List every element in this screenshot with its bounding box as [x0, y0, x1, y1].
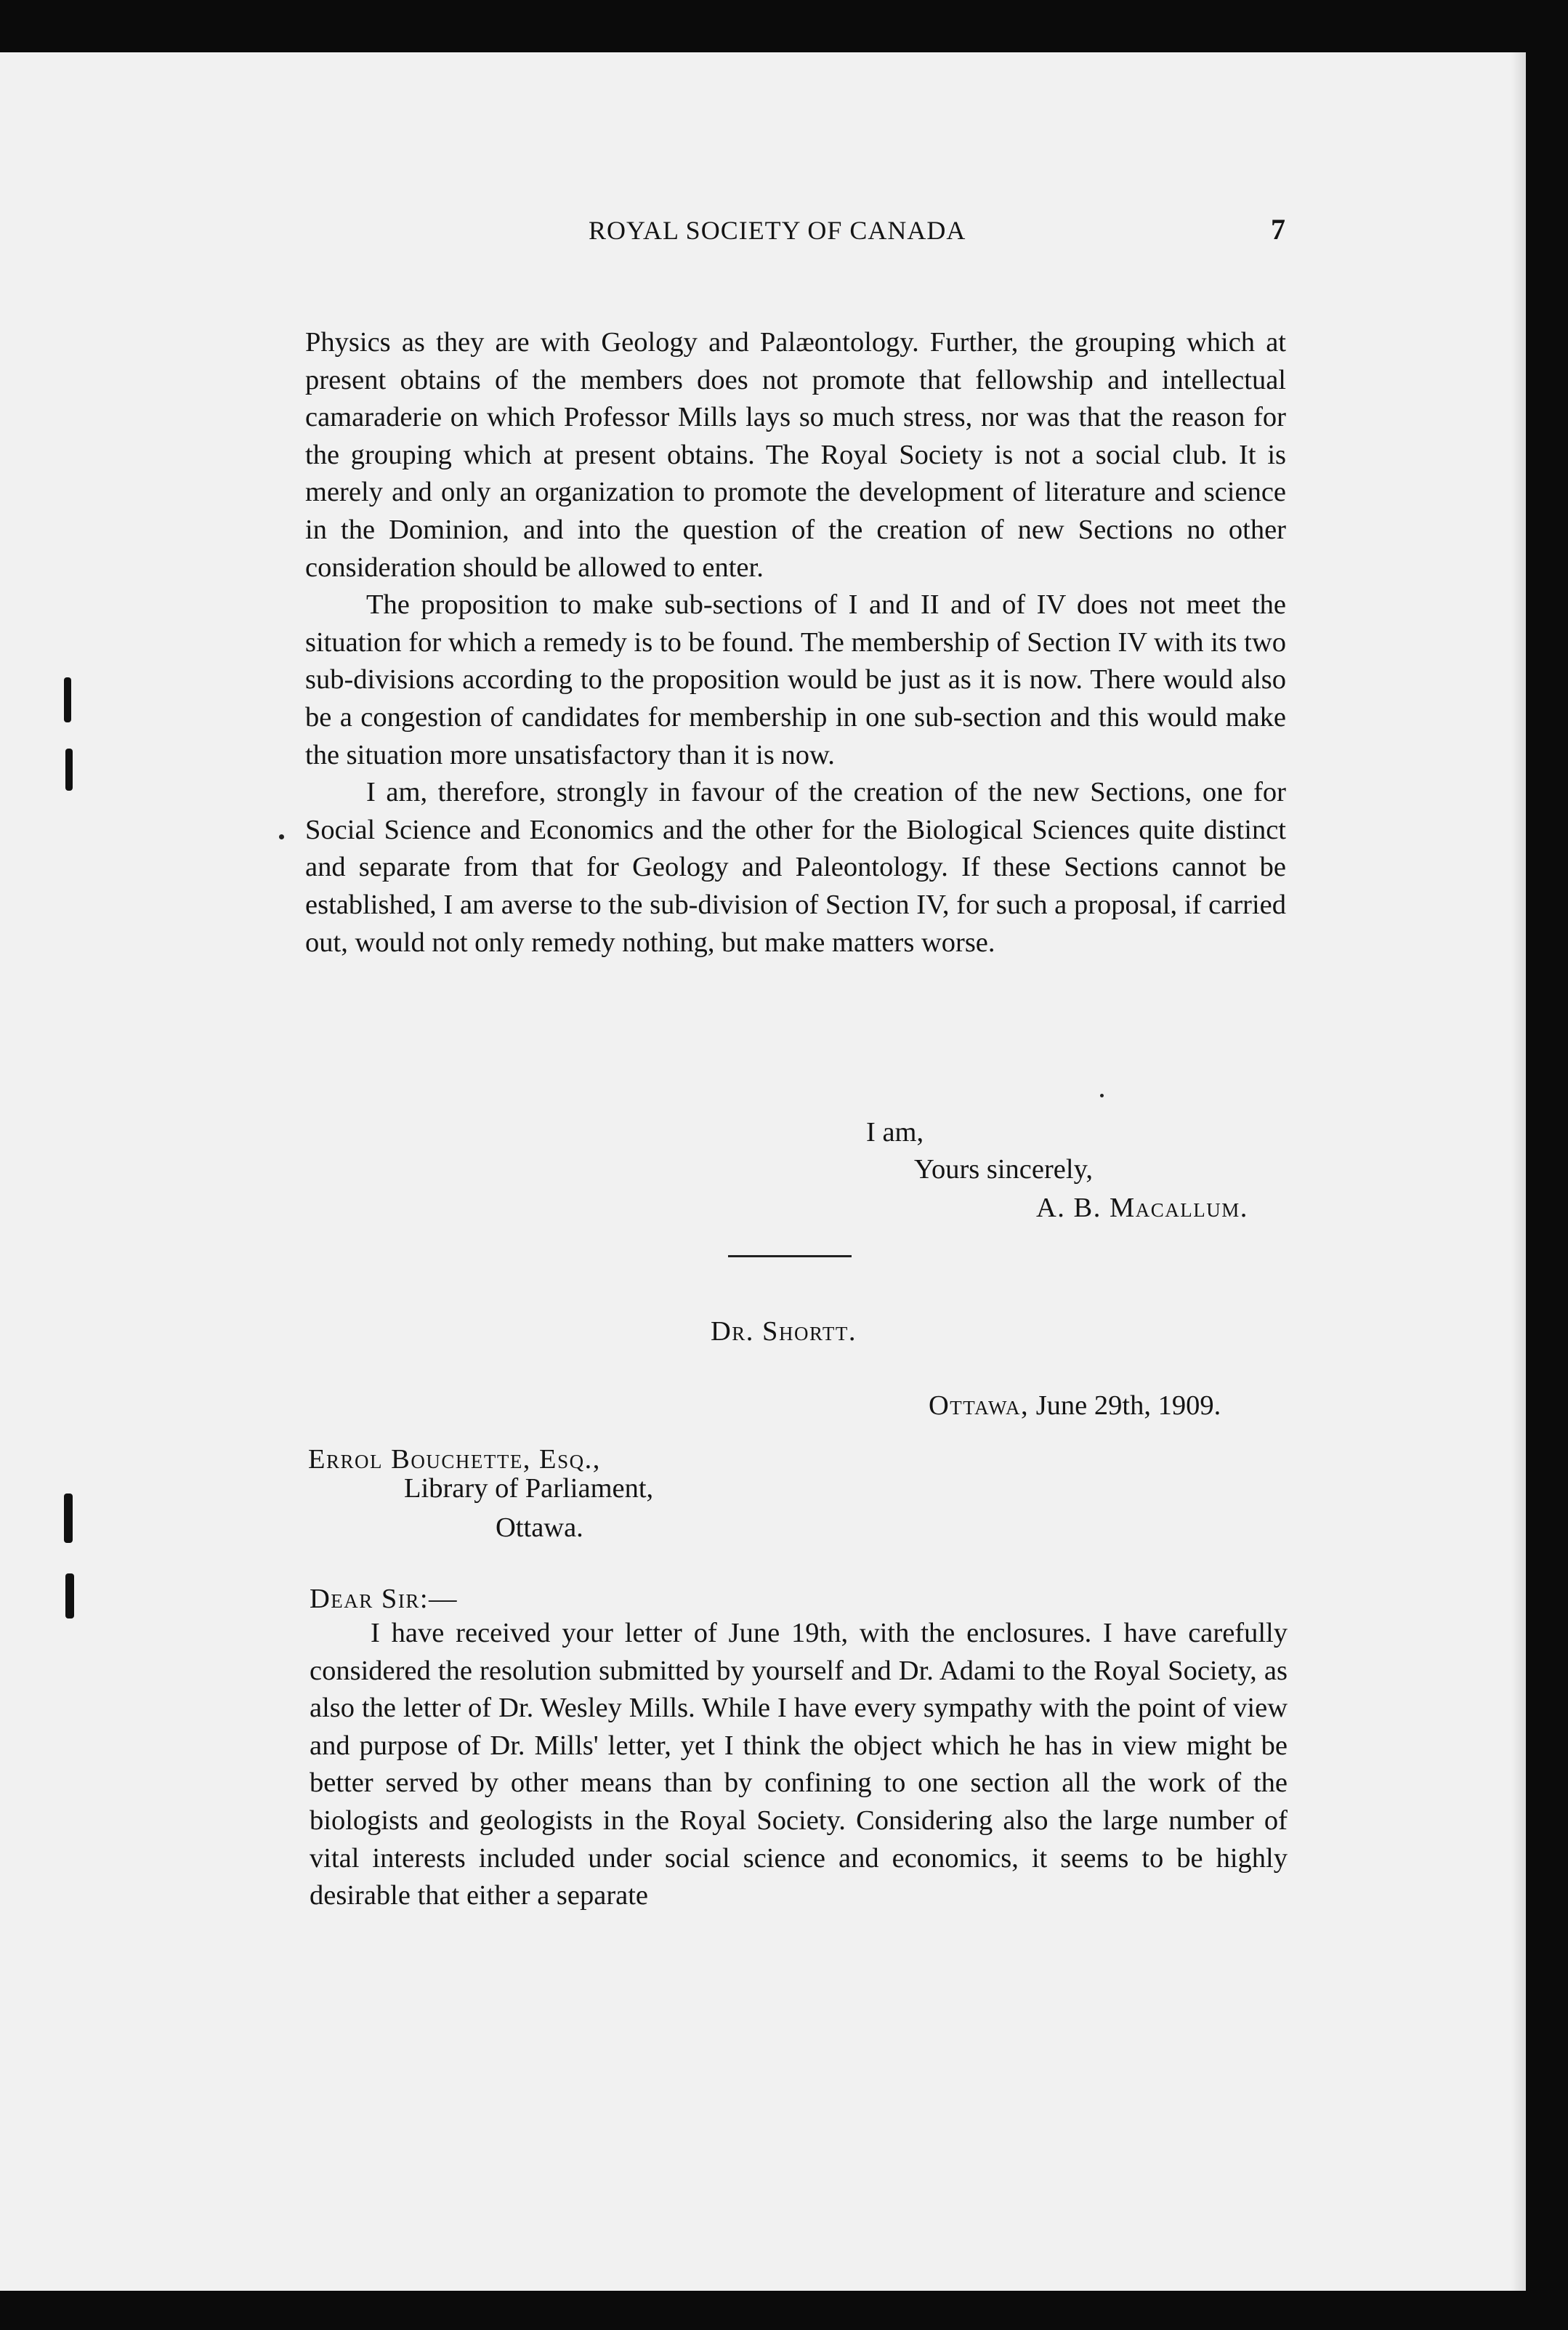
closing-line: I am,	[866, 1117, 924, 1148]
page-edge-shadow	[1511, 52, 1526, 2291]
page-number: 7	[1271, 213, 1286, 246]
margin-mark	[64, 1493, 73, 1543]
margin-dot	[279, 834, 284, 839]
dateline-date: June 29th, 1909.	[1035, 1390, 1221, 1421]
recipient-city: Ottawa.	[496, 1512, 583, 1543]
margin-mark	[65, 1573, 74, 1618]
letter-body	[305, 324, 1286, 962]
letter-body: I have received your letter of June 19th, with the enclosures. I have carefully considered the resolution submitted by yourself and Dr. Adami to the Royal Society, as also the letter of Dr. Wesley Mills. While I have every sympathy with the point of view and purpose of Dr. Mills' letter, yet I think the object which he has in view might be better served by other means than by confining to one section all the work of the biologists and geologists in the Royal Society. Considering also the large number of vital interests included under social science and economics, it seems to be highly desirable that either a separate	[310, 1618, 1288, 1911]
recipient-name: Errol Bouchette, Esq.,	[308, 1444, 601, 1475]
margin-mark	[65, 749, 73, 791]
paragraph: The proposition to make sub-sections of I and II and of IV does not meet the situation for which a remedy is to be found. The membership of Section IV with its two sub-divisions according to the proposition would be just as it is now. There would also be a congestion of candidates for membership in one sub-section and this would make the situation more unsatisfactory than it is now.	[305, 589, 1286, 770]
recipient-address: Library of Parliament,	[404, 1473, 654, 1504]
paragraph: I am, therefore, strongly in favour of the creation of the new Sections, one for Social Science and Economics and the other for the Biological Sciences quite distinct and separate from that for Geology and Paleontology. If these Sections cannot be established, I am averse to the sub-division of Section IV, for such a proposal, if carried out, would not only remedy nothing, but make matters worse.	[305, 777, 1286, 958]
margin-dot	[1100, 1094, 1104, 1097]
margin-mark	[64, 677, 71, 722]
signature: A. B. Macallum.	[1036, 1193, 1248, 1223]
running-head-title: ROYAL SOCIETY OF CANADA	[589, 216, 966, 245]
running-head	[305, 208, 1286, 251]
paragraph: Physics as they are with Geology and Palæontology. Further, the grouping which at present obtains of the members does not promote that fellowship and intellectual camaraderie on which Professor Mills lays so much stress, nor was that the reason for the grouping which at present obtains. The Royal Society is not a social club. It is merely and only an organization to promote the development of literature and science in the Dominion, and into the question of the creation of new Sections no other consideration should be allowed to enter.	[305, 327, 1286, 583]
salutation: Dear Sir:—	[310, 1584, 458, 1614]
dateline-place: Ottawa,	[929, 1390, 1030, 1421]
section-divider	[728, 1255, 852, 1257]
letter-heading: Dr. Shortt.	[711, 1316, 857, 1347]
dateline	[929, 1390, 1221, 1422]
closing-line: Yours sincerely,	[914, 1154, 1093, 1185]
